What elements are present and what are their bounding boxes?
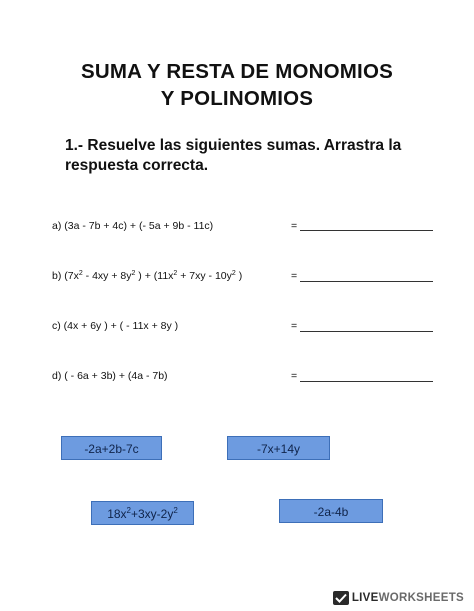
equals-sign-a: = [291,220,298,232]
title-line-1: SUMA Y RESTA DE MONOMIOS [81,60,393,83]
exponent: 2 [173,506,178,515]
exercise-b-part-5: ) [235,270,243,282]
exponent: 2 [126,506,131,515]
check-icon [335,593,347,603]
exponent: 2 [231,270,236,277]
answer-3-part-2: +3xy-2y [131,507,174,521]
exercise-b-part-1: b) (7x [52,270,79,282]
answer-box-4[interactable]: -2a-4b [279,499,383,523]
drop-zone-a[interactable] [300,230,433,231]
exercise-b-part-2: - 4xy + 8y [82,270,132,282]
logo-text [352,592,464,604]
drop-zone-b[interactable] [300,281,433,282]
exercise-b-part-3: ) + (11x [135,270,174,282]
equals-sign-c: = [291,320,298,332]
answer-3-part-1: 18x [107,507,127,521]
logo-text-sub: WORKSHEETS [378,592,464,604]
instruction-text: 1.- Resuelve las siguientes sumas. Arrastra la respuesta correcta. [65,137,402,174]
equals-sign-b: = [291,270,298,282]
equals-sign-d: = [291,370,298,382]
exercise-a: a) (3a - 7b + 4c) + (- 5a + 9b - 11c) [52,220,214,232]
title-line-2: Y POLINOMIOS [160,87,314,110]
exponent: 2 [78,270,83,277]
logo-text-main: LIVE [351,592,379,604]
exercise-c: c) (4x + 6y ) + ( - 11x + 8y ) [52,320,179,332]
page-title [0,58,474,112]
drop-zone-d[interactable] [300,381,433,382]
liveworksheets-logo [333,589,464,607]
answer-box-3[interactable] [91,501,194,525]
exponent: 2 [131,270,136,277]
drop-zone-c[interactable] [300,331,433,332]
answer-box-1[interactable]: -2a+2b-7c [61,436,162,460]
exercise-b [52,270,242,282]
worksheet-logo-icon [333,591,349,605]
exercise-d: d) ( - 6a + 3b) + (4a - 7b) [52,370,168,382]
exercise-b-part-4: + 7xy - 10y [177,270,232,282]
answer-box-2[interactable]: -7x+14y [227,436,330,460]
exponent: 2 [173,270,178,277]
